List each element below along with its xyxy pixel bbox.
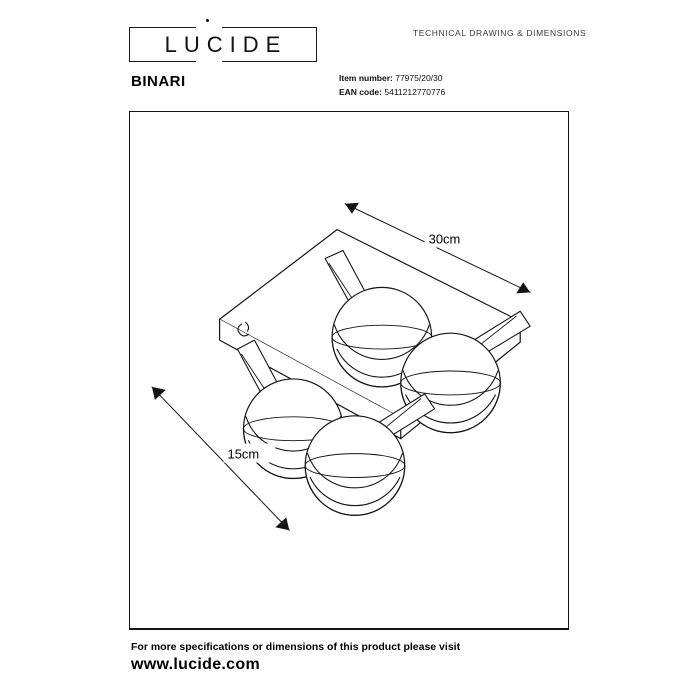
dimension-label-width: 30cm	[428, 231, 461, 247]
logo-notch-bottom	[196, 57, 222, 62]
dimension-label-depth: 15cm	[227, 446, 260, 462]
footer-divider	[129, 629, 569, 630]
footer-website-link[interactable]: www.lucide.com	[131, 656, 260, 673]
page-title: BINARI	[131, 73, 186, 90]
ean-value: 5411212770776	[384, 87, 446, 97]
technical-drawing	[130, 112, 568, 628]
brand-logo-text: LUCIDE	[164, 31, 288, 57]
logo-dot-icon	[206, 19, 209, 22]
header-tagline: TECHNICAL DRAWING & DIMENSIONS	[413, 28, 587, 38]
item-number-label: Item number:	[339, 73, 393, 83]
ean-row	[339, 85, 445, 99]
brand-logo	[129, 27, 317, 62]
item-number-row	[339, 71, 445, 85]
technical-drawing-frame	[129, 111, 569, 629]
item-number-value: 77975/20/30	[395, 73, 443, 83]
ean-label: EAN code:	[339, 87, 382, 97]
footer-text: For more specifications or dimensions of this product please visit	[131, 641, 461, 653]
product-meta	[339, 71, 445, 99]
